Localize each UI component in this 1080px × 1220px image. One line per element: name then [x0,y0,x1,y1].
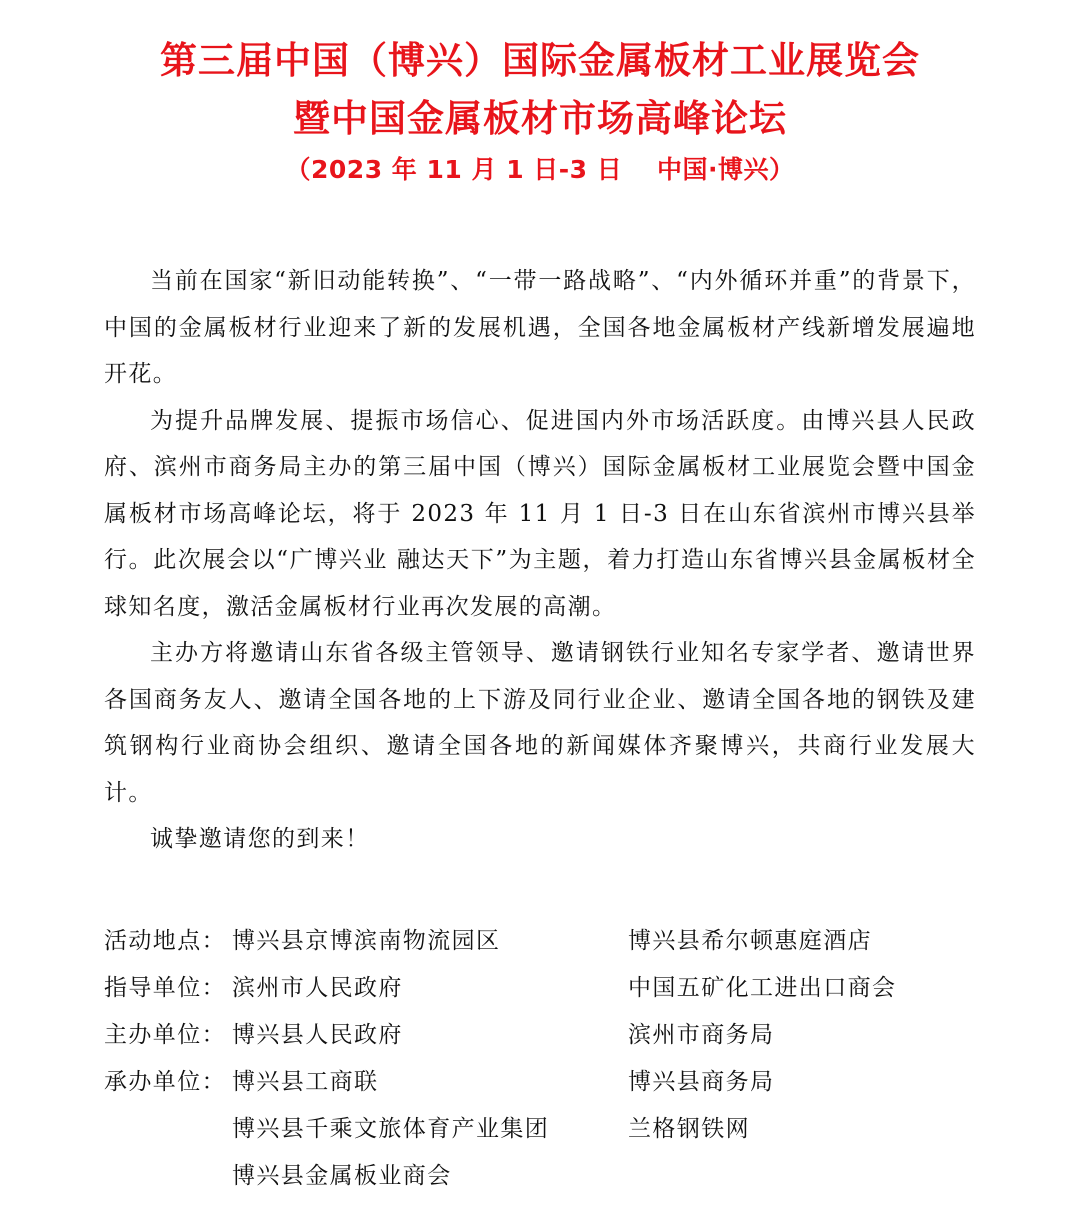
host-unit-2: 滨州市商务局 [628,1022,775,1048]
organizer-unit-5: 博兴县金属板业商会 [232,1163,452,1189]
organizer-unit-4: 兰格钢铁网 [628,1116,750,1142]
guide-unit-2: 中国五矿化工进出口商会 [628,975,897,1001]
venue-primary: 博兴县京博滨南物流园区 [232,928,501,954]
organizer-unit-2: 博兴县商务局 [628,1069,775,1095]
title-line-1: 第三届中国（博兴）国际金属板材工业展览会 [160,39,920,82]
paragraph-invitees: 主办方将邀请山东省各级主管领导、邀请钢铁行业知名专家学者、邀请世界各国商务友人、邀请全国各地的上下游及同行业企业、邀请全国各地的钢铁及建筑钢构行业商协会组织、邀请全国各地的新闻媒体齐聚博兴，共商行业发展大计。 [104,640,976,806]
host-unit-1: 博兴县人民政府 [232,1022,403,1048]
host-label: 主办单位： [104,1022,226,1048]
paragraph-event: 为提升品牌发展、提振市场信心、促进国内外市场活跃度。由博兴县人民政府、滨州市商务局主办的第三届中国（博兴）国际金属板材工业展览会暨中国金属板材市场高峰论坛，将于 2023 年 11 月 1 日-3 日在山东省滨州市博兴县举行。此次展会以“广博兴业 融达天下”为主题，着力打造山东省博兴县金属板材全球知名度，激活金属板材行业再次发展的高潮。 [104,407,976,620]
organizer-label: 承办单位： [104,1069,226,1095]
venue-label: 活动地点： [104,928,226,954]
venue-secondary: 博兴县希尔顿惠庭酒店 [628,928,872,954]
date-location-line: （2023 年 11 月 1 日-3 日 中国·博兴） [285,155,795,184]
guide-label: 指导单位： [104,975,226,1001]
title-line-2: 暨中国金属板材市场高峰论坛 [293,97,787,140]
paragraph-closing: 诚挚邀请您的到来！ [150,826,370,852]
organizer-unit-3: 博兴县千乘文旅体育产业集团 [232,1116,550,1142]
paragraph-background: 当前在国家“新旧动能转换”、“一带一路战略”、“内外循环并重”的背景下，中国的金属板材行业迎来了新的发展机遇，全国各地金属板材产线新增发展遍地开花。 [104,268,976,387]
organizer-unit-1: 博兴县工商联 [232,1069,379,1095]
guide-unit-1: 滨州市人民政府 [232,975,403,1001]
invitation-body [104,258,976,863]
